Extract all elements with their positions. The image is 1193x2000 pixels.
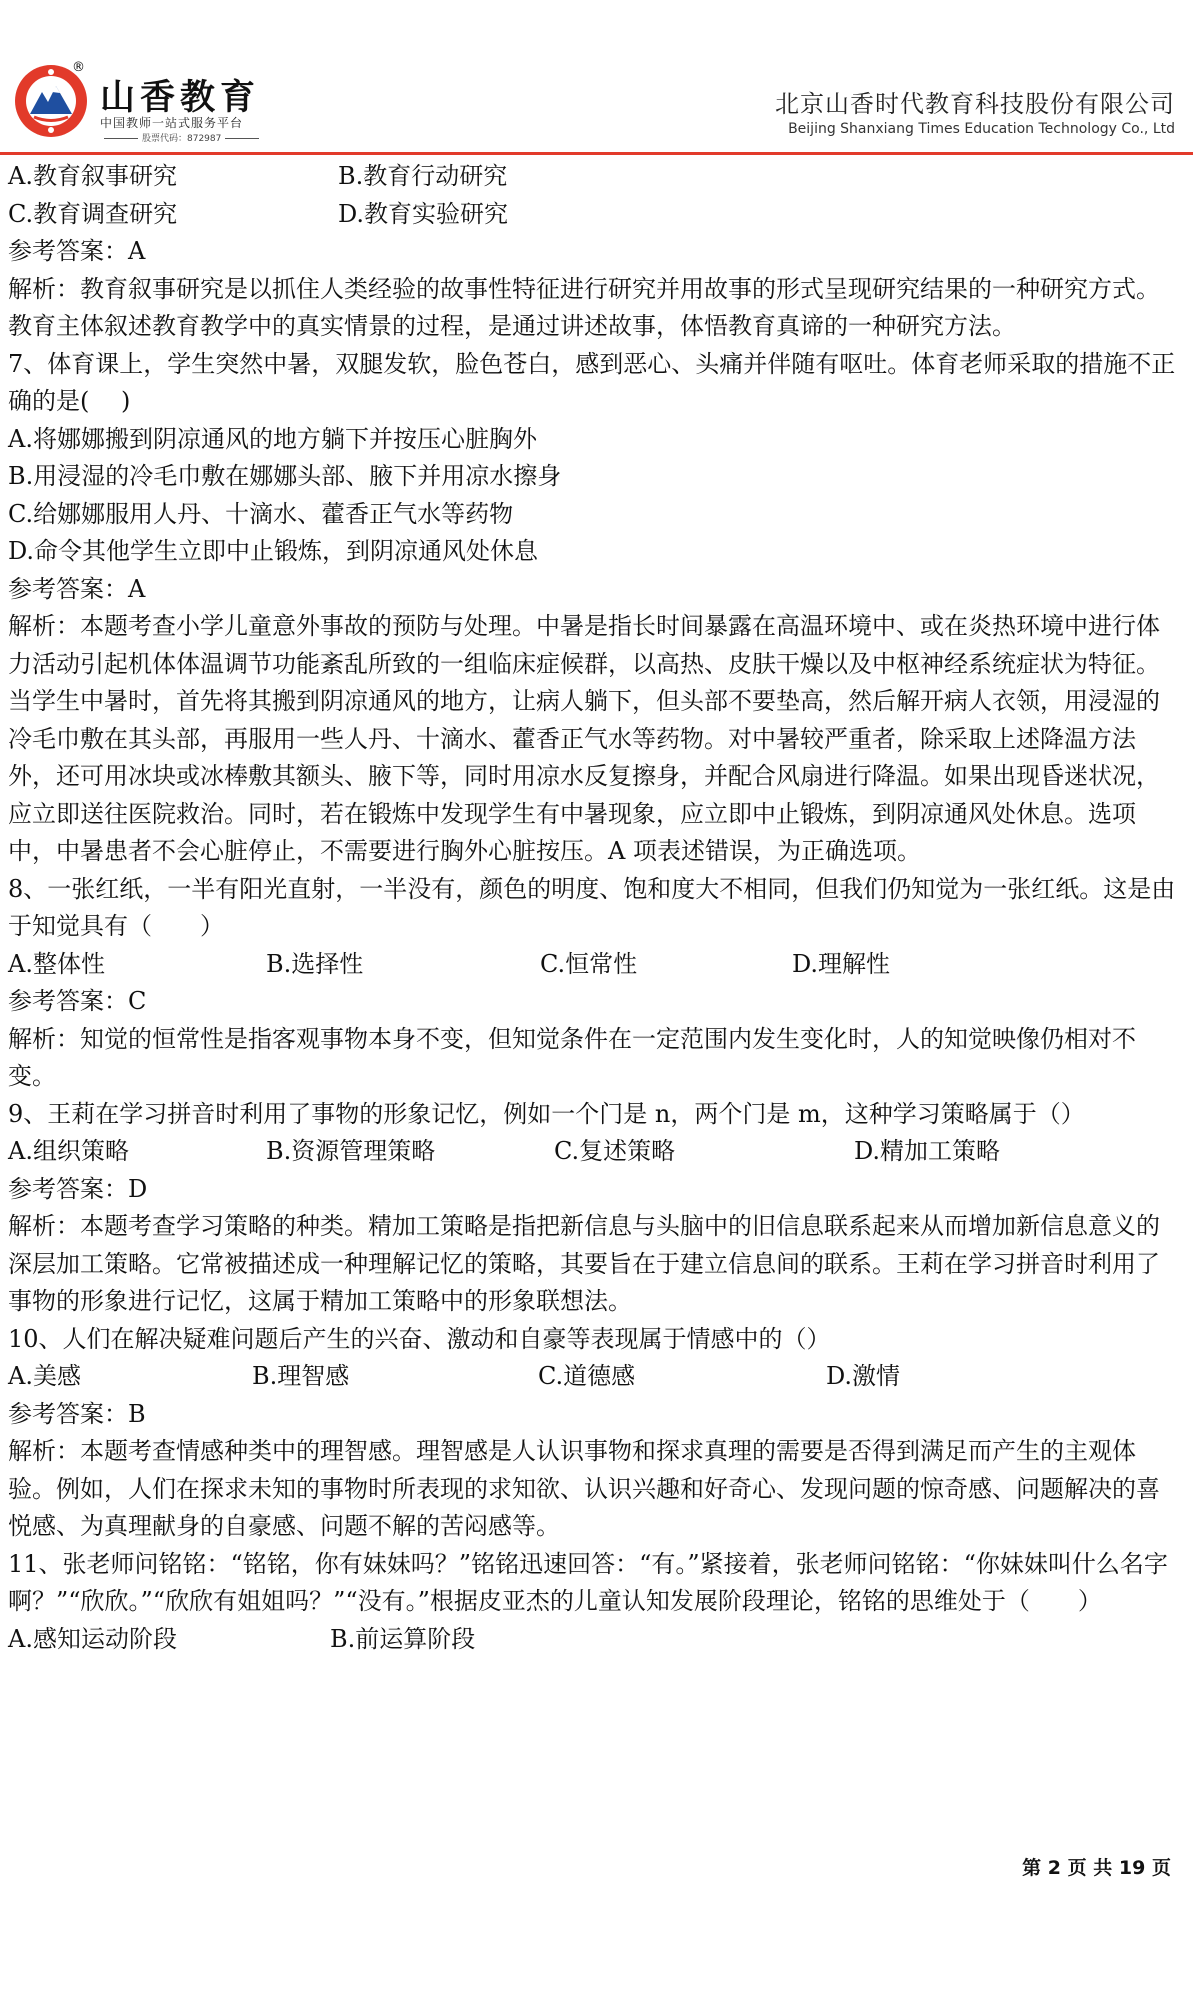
brand-subtitle: 中国教师一站式服务平台 [100, 116, 244, 130]
q9-option-b: B.资源管理策略 [266, 1137, 436, 1165]
q11-options-row [8, 1621, 1178, 1659]
q11-option-a: A.感知运动阶段 [8, 1624, 177, 1653]
q10-options-row [8, 1358, 1178, 1396]
document-body [8, 158, 1178, 1658]
registered-mark: ® [72, 60, 85, 75]
q10-option-c: C.道德感 [538, 1362, 636, 1390]
q9-answer: 参考答案：D [8, 1174, 148, 1203]
q10-stem: 10、人们在解决疑难问题后产生的兴奋、激动和自豪等表现属于情感中的（） [8, 1324, 831, 1353]
q7-stem: 7、体育课上，学生突然中暑，双腿发软，脸色苍白，感到恶心、头痛并伴随有呕吐。体育老师采取的措施不正确的是( ) [8, 349, 1176, 415]
q7-option-c: C.给娜娜服用人丹、十滴水、藿香正气水等药物 [8, 499, 514, 528]
q6-option-b: B.教育行动研究 [338, 162, 508, 190]
q7-option-b: B.用浸湿的冷毛巾敷在娜娜头部、腋下并用凉水擦身 [8, 462, 562, 490]
q7-option-a: A.将娜娜搬到阴凉通风的地方躺下并按压心脏胸外 [8, 424, 537, 453]
q6-option-a: A.教育叙事研究 [8, 162, 177, 190]
page-mid: 页 共 [1067, 1857, 1113, 1879]
company-name-cn: 北京山香时代教育科技股份有限公司 [775, 90, 1175, 118]
q8-option-c: C.恒常性 [540, 949, 638, 978]
q8-option-b: B.选择性 [266, 949, 364, 978]
q9-option-a: A.组织策略 [8, 1137, 129, 1165]
q6-option-c: C.教育调查研究 [8, 199, 178, 228]
brand-code [100, 131, 263, 144]
q8-analysis: 解析：知觉的恒常性是指客观事物本身不变，但知觉条件在一定范围内发生变化时，人的知觉映像仍相对不变。 [8, 1024, 1136, 1090]
header-rule [0, 152, 1193, 155]
q9-option-d: D.精加工策略 [854, 1137, 1001, 1165]
page-total: 19 [1118, 1857, 1146, 1879]
q8-options-row [8, 946, 1178, 984]
q6-options-row-2 [8, 196, 1178, 234]
q10-answer: 参考答案：B [8, 1399, 146, 1428]
q10-option-b: B.理智感 [252, 1362, 350, 1390]
q9-stem: 9、王莉在学习拼音时利用了事物的形象记忆，例如一个门是 n，两个门是 m，这种学习策略属于（） [8, 1099, 1085, 1128]
q8-stem: 8、一张红纸，一半有阳光直射，一半没有，颜色的明度、饱和度大不相同，但我们仍知觉为一张红纸。这是由于知觉具有（ ） [8, 874, 1176, 940]
page-header [0, 0, 1193, 150]
q8-option-d: D.理解性 [792, 949, 891, 978]
brand-code-text: 股票代码：872987 [142, 134, 222, 144]
q9-options-row [8, 1133, 1178, 1171]
q6-option-d: D.教育实验研究 [338, 199, 509, 228]
q7-answer: 参考答案：A [8, 574, 146, 603]
page-suffix: 页 [1151, 1857, 1171, 1879]
q9-option-c: C.复述策略 [554, 1137, 676, 1165]
q9-analysis: 解析：本题考查学习策略的种类。精加工策略是指把新信息与头脑中的旧信息联系起来从而增加新信息意义的深层加工策略。它常被描述成一种理解记忆的策略，其要旨在于建立信息间的联系。王莉在学习拼音时利用了事物的形象进行记忆，这属于精加工策略中的形象联想法。 [8, 1212, 1160, 1315]
q8-option-a: A.整体性 [8, 949, 105, 978]
q10-option-d: D.激情 [826, 1362, 901, 1390]
brand-name: 山香教育 [100, 78, 261, 118]
q7-analysis: 解析：本题考查小学儿童意外事故的预防与处理。中暑是指长时间暴露在高温环境中、或在炎热环境中进行体力活动引起机体体温调节功能紊乱所致的一组临床症候群，以高热、皮肤干燥以及中枢神经系统症状为特征。当学生中暑时，首先将其搬到阴凉通风的地方，让病人躺下，但头部不要垫高，然后解开病人衣领，用浸湿的冷毛巾敷在其头部，再服用一些人丹、十滴水、藿香正气水等药物。对中暑较严重者，除采取上述降温方法外，还可用冰块或冰棒敷其额头、腋下等，同时用凉水反复擦身，并配合风扇进行降温。如果出现昏迷状况，应立即送往医院救治。同时，若在锻炼中发现学生有中暑现象，应立即中止锻炼，到阴凉通风处休息。选项中，中暑患者不会心脏停止，不需要进行胸外心脏按压。A 项表述错误，为正确选项。 [8, 612, 1160, 865]
q7-option-d: D.命令其他学生立即中止锻炼，到阴凉通风处休息 [8, 537, 539, 565]
q8-answer: 参考答案：C [8, 987, 147, 1015]
q6-options-row-1 [8, 158, 1178, 196]
q6-answer: 参考答案：A [8, 237, 146, 265]
page-number [1022, 1853, 1171, 1880]
q11-option-b: B.前运算阶段 [330, 1624, 476, 1653]
q10-analysis: 解析：本题考查情感种类中的理智感。理智感是人认识事物和探求真理的需要是否得到满足而产生的主观体验。例如，人们在探求未知的事物时所表现的求知欲、认识兴趣和好奇心、发现问题的惊奇感、问题解决的喜悦感、为真理献身的自豪感、问题不解的苦闷感等。 [8, 1437, 1160, 1540]
q11-stem: 11、张老师问铭铭：“铭铭，你有妹妹吗？”铭铭迅速回答：“有。”紧接着，张老师问铭铭：“你妹妹叫什么名字啊？”“欣欣。”“欣欣有姐姐吗？”“没有。”根据皮亚杰的儿童认知发展阶段理论，铭铭的思维处于（ ） [8, 1549, 1168, 1615]
company-name-en: Beijing Shanxiang Times Education Technology Co., Ltd [788, 121, 1175, 137]
q10-option-a: A.美感 [8, 1362, 81, 1390]
page-current: 2 [1047, 1857, 1062, 1879]
page-prefix: 第 [1022, 1857, 1042, 1879]
q6-analysis: 解析：教育叙事研究是以抓住人类经验的故事性特征进行研究并用故事的形式呈现研究结果的一种研究方式。教育主体叙述教育教学中的真实情景的过程，是通过讲述故事，体悟教育真谛的一种研究方法。 [8, 274, 1160, 340]
